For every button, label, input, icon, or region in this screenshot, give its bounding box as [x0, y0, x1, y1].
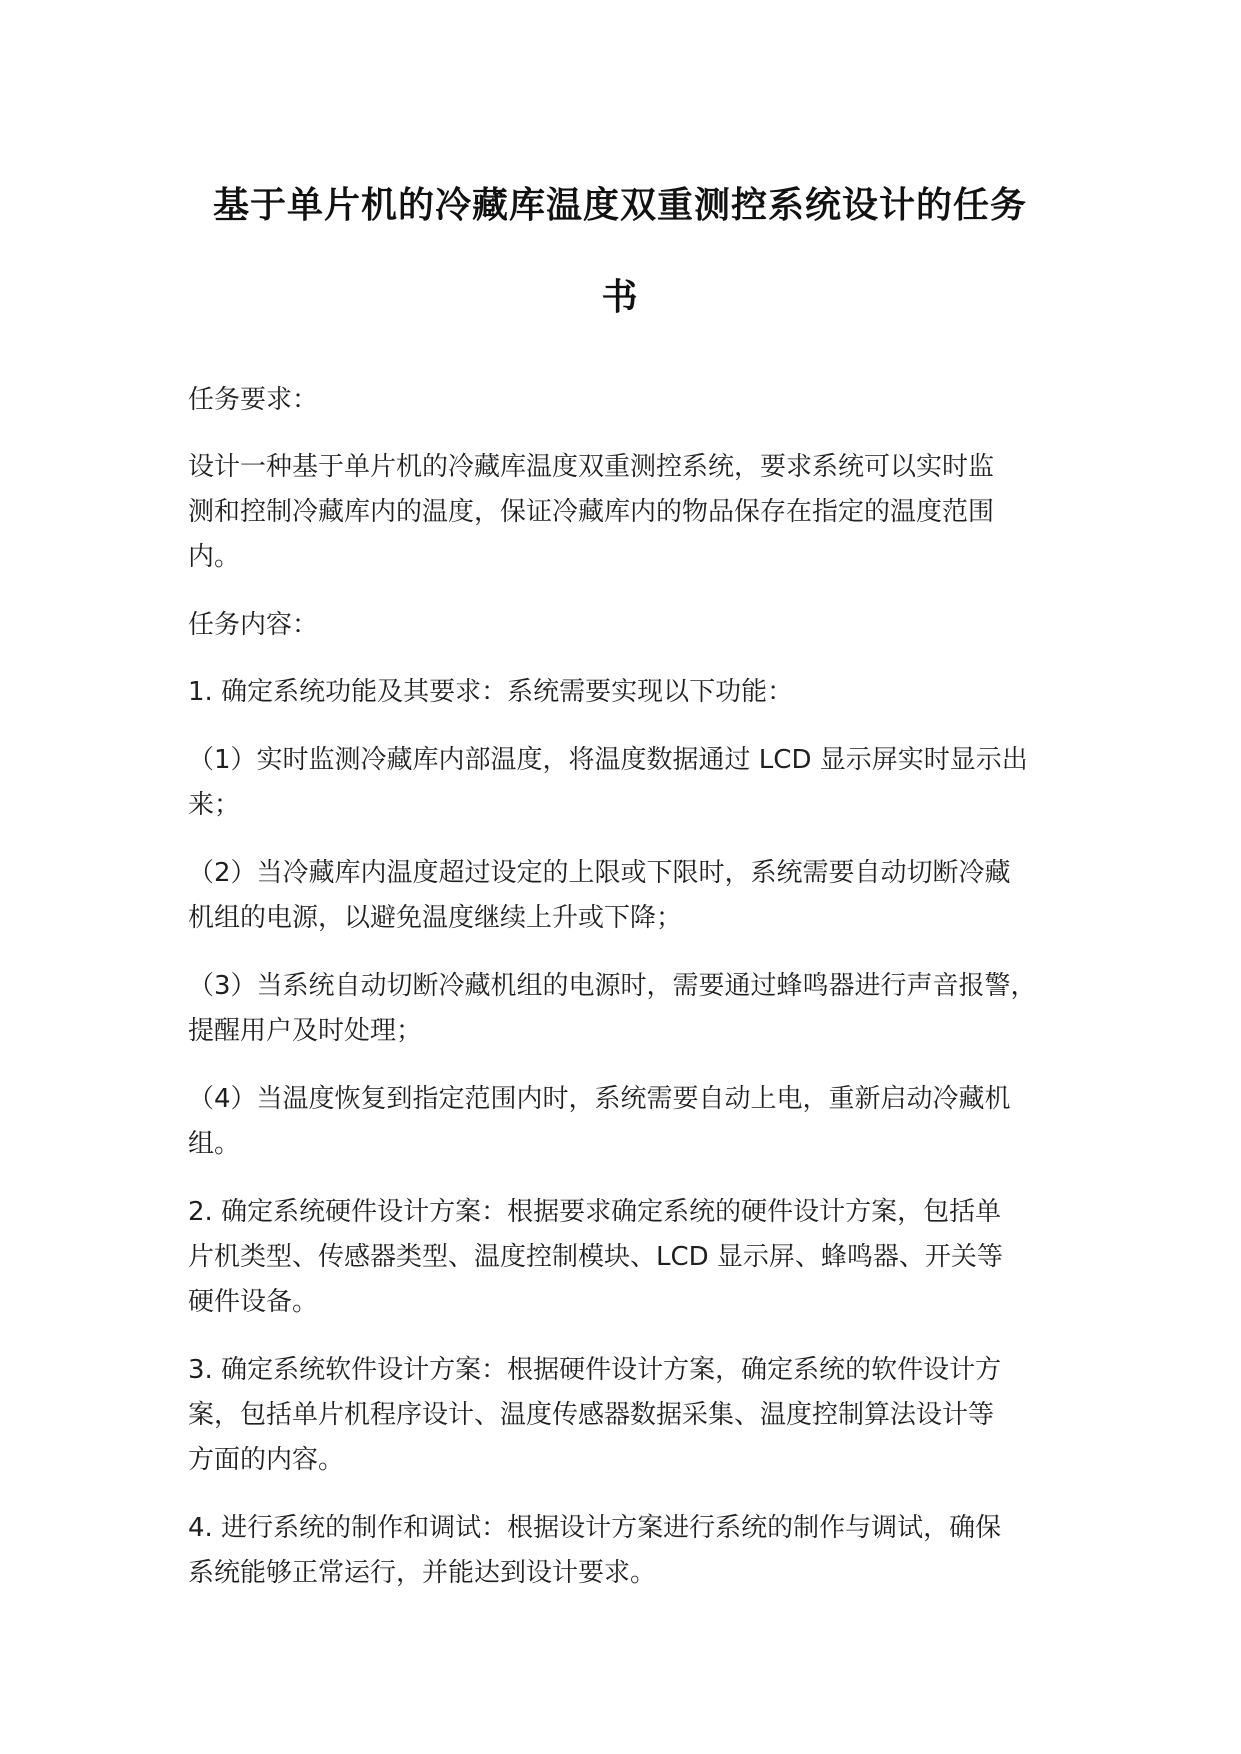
task-subitem-2: （2）当冷藏库内温度超过设定的上限或下限时，系统需要自动切断冷藏 机组的电源，以避免温度继续上升或下降； [188, 858, 1011, 933]
document-title: 基于单片机的冷藏库温度双重测控系统设计的任务 书 [212, 185, 1027, 318]
task-subitem-3: （3）当系统自动切断冷藏机组的电源时，需要通过蜂鸣器进行声音报警， 提醒用户及时处理； [188, 971, 1037, 1046]
task-subitem-4: （4）当温度恢复到指定范围内时，系统需要自动上电，重新启动冷藏机 组。 [188, 1084, 1011, 1159]
task-requirement-heading: 任务要求： [188, 385, 319, 415]
task-item-1: 1. 确定系统功能及其要求：系统需要实现以下功能： [188, 677, 794, 707]
task-item-3: 3. 确定系统软件设计方案：根据硬件设计方案，确定系统的软件设计方 案，包括单片机程序设计、温度传感器数据采集、温度控制算法设计等 方面的内容。 [188, 1355, 1002, 1475]
task-item-4: 4. 进行系统的制作和调试：根据设计方案进行系统的制作与调试，确保 系统能够正常运行，并能达到设计要求。 [188, 1513, 1002, 1588]
task-item-2: 2. 确定系统硬件设计方案：根据要求确定系统的硬件设计方案，包括单 片机类型、传感器类型、温度控制模块、LCD 显示屏、蜂鸣器、开关等 硬件设备。 [188, 1197, 1003, 1317]
task-requirement-paragraph: 设计一种基于单片机的冷藏库温度双重测控系统，要求系统可以实时监 测和控制冷藏库内的温度，保证冷藏库内的物品保存在指定的温度范围 内。 [188, 452, 995, 572]
task-content-heading: 任务内容： [188, 610, 319, 640]
task-subitem-1: （1）实时监测冷藏库内部温度，将温度数据通过 LCD 显示屏实时显示出 来； [188, 745, 1028, 820]
document-body [188, 378, 1078, 1619]
